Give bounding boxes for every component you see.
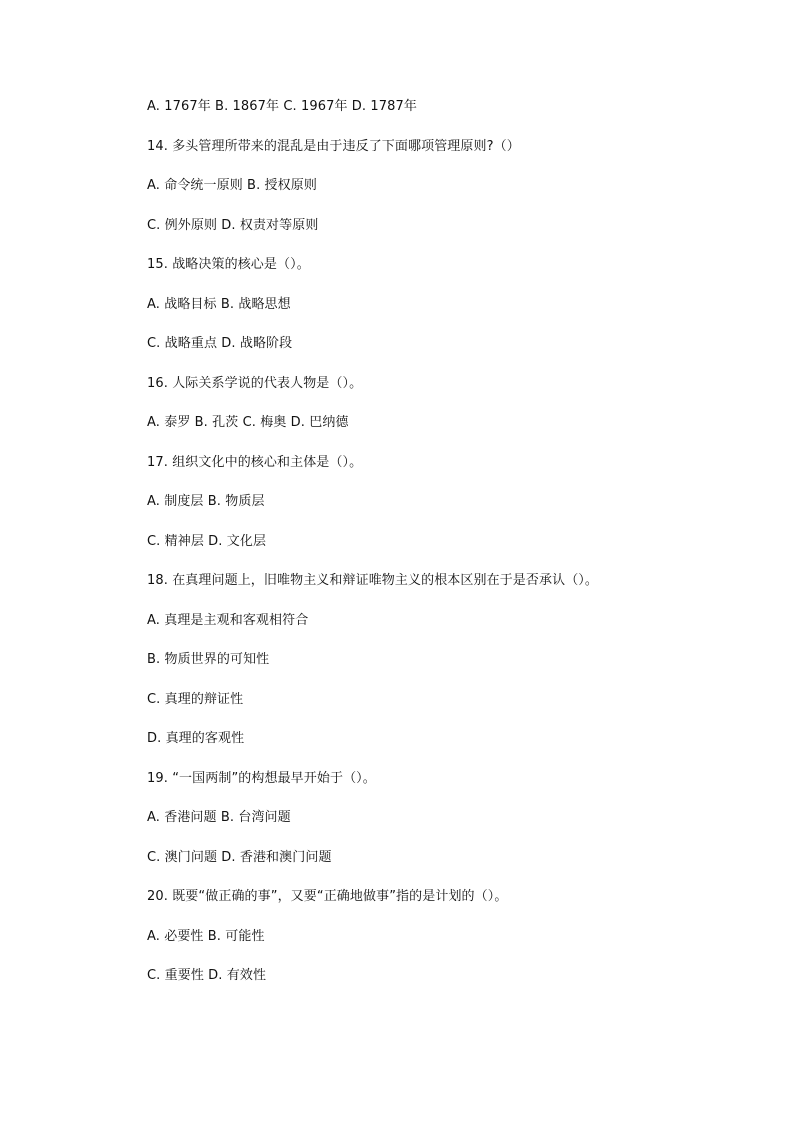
q14-options-ab: A. 命令统一原则 B. 授权原则 (147, 178, 317, 193)
q19-options-cd: C. 澳门问题 D. 香港和澳门问题 (147, 849, 332, 865)
q13-options: A. 1767年 B. 1867年 C. 1967年 D. 1787年 (147, 99, 417, 114)
q15-options-cd: C. 战略重点 D. 战略阶段 (147, 336, 293, 351)
q18-option-b: B. 物质世界的可知性 (147, 652, 270, 667)
q17-options-ab: A. 制度层 B. 物质层 (147, 494, 265, 509)
q20-options-cd: C. 重要性 D. 有效性 (147, 968, 267, 983)
q17-question: 17. 组织文化中的核心和主体是（）。 (147, 454, 363, 470)
q18-option-a: A. 真理是主观和客观相符合 (147, 612, 309, 628)
q17-options-cd: C. 精神层 D. 文化层 (147, 533, 267, 549)
q16-question: 16. 人际关系学说的代表人物是（）。 (147, 375, 363, 391)
q18-option-c: C. 真理的辩证性 (147, 691, 244, 707)
question-list (147, 96, 747, 1005)
q16-options: A. 泰罗 B. 孔茨 C. 梅奥 D. 巴纳德 (147, 415, 349, 430)
q14-options-cd: C. 例外原则 D. 权责对等原则 (147, 217, 319, 233)
q19-question: 19. “一国两制”的构想最早开始于（）。 (147, 770, 376, 786)
q18-option-d: D. 真理的客观性 (147, 731, 245, 746)
q18-question: 18. 在真理问题上，旧唯物主义和辩证唯物主义的根本区别在于是否承认（）。 (147, 573, 599, 588)
q20-options-ab: A. 必要性 B. 可能性 (147, 928, 265, 944)
q19-options-ab: A. 香港问题 B. 台湾问题 (147, 810, 291, 825)
q14-question: 14. 多头管理所带来的混乱是由于违反了下面哪项管理原则?（） (147, 138, 520, 154)
q15-options-ab: A. 战略目标 B. 战略思想 (147, 296, 291, 312)
q15-question: 15. 战略决策的核心是（）。 (147, 257, 310, 272)
q20-question: 20. 既要“做正确的事”，又要“正确地做事”指的是计划的（）。 (147, 889, 508, 904)
